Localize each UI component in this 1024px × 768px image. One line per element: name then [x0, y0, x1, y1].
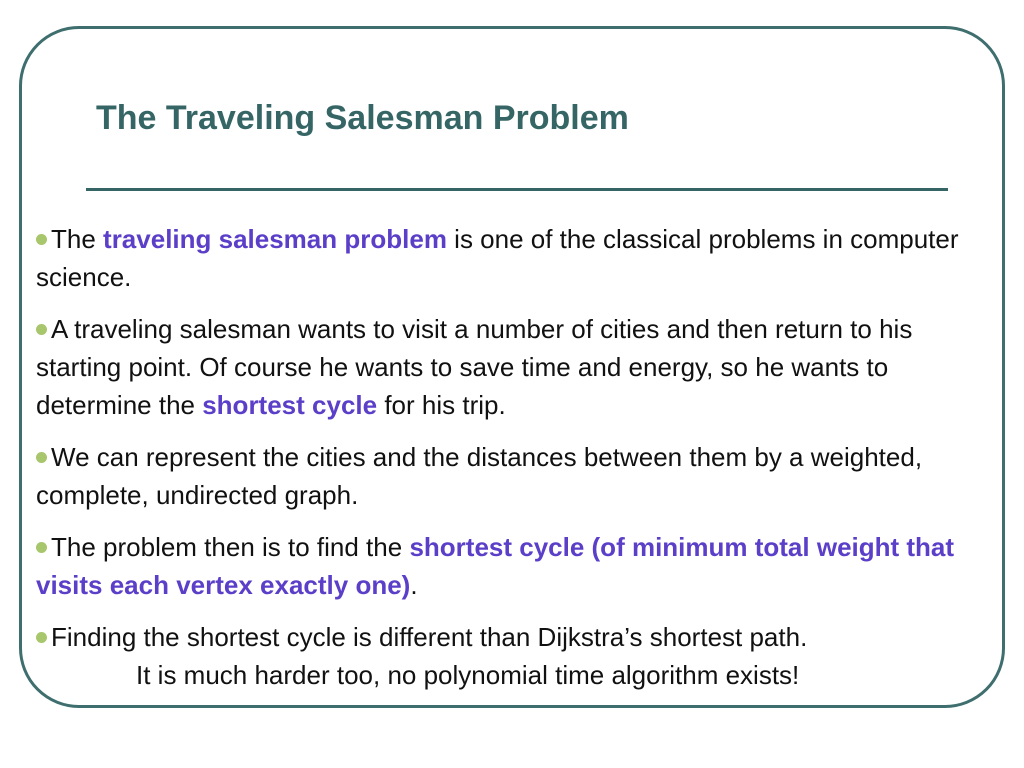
bullet-5-text-a: Finding the shortest cycle is different than Dijkstra’s shortest path. [51, 622, 808, 652]
bullet-2-text-a: A traveling salesman wants to visit a number of cities and then return to his starting point. Of course he wants to save time and energy, so he wants to determine the [36, 314, 913, 420]
bullet-item-5 [36, 618, 986, 694]
bullet-dot-icon [36, 542, 47, 553]
bullet-5-text-b: It is much harder too, no polynomial time algorithm exists! [136, 660, 800, 690]
bullet-4-emphasis: shortest cycle (of minimum total weight that visits each vertex exactly one) [36, 532, 955, 600]
bullet-item-1 [36, 220, 986, 296]
bullet-4-text-b: . [410, 570, 418, 600]
bullet-4-text-a: The problem then is to find the [51, 532, 410, 562]
bullet-dot-icon [36, 632, 47, 643]
title-underline [86, 188, 948, 191]
bullet-dot-icon [36, 324, 47, 335]
slide-title: The Traveling Salesman Problem [96, 99, 629, 137]
bullet-item-3 [36, 438, 986, 514]
bullet-1-text-b: is one of the classical problems in computer science. [36, 224, 959, 292]
bullet-item-2 [36, 310, 986, 424]
bullet-item-4 [36, 528, 986, 604]
bullet-1-text-a: The [51, 224, 104, 254]
bullet-2-text-b: for his trip. [377, 390, 506, 420]
bullet-3-text: We can represent the cities and the distances between them by a weighted, complete, undirected graph. [36, 442, 923, 510]
bullet-1-emphasis: traveling salesman problem [103, 224, 447, 254]
bullet-dot-icon [36, 452, 47, 463]
slide-body [36, 220, 986, 708]
bullet-2-emphasis: shortest cycle [202, 390, 378, 420]
bullet-dot-icon [36, 234, 47, 245]
